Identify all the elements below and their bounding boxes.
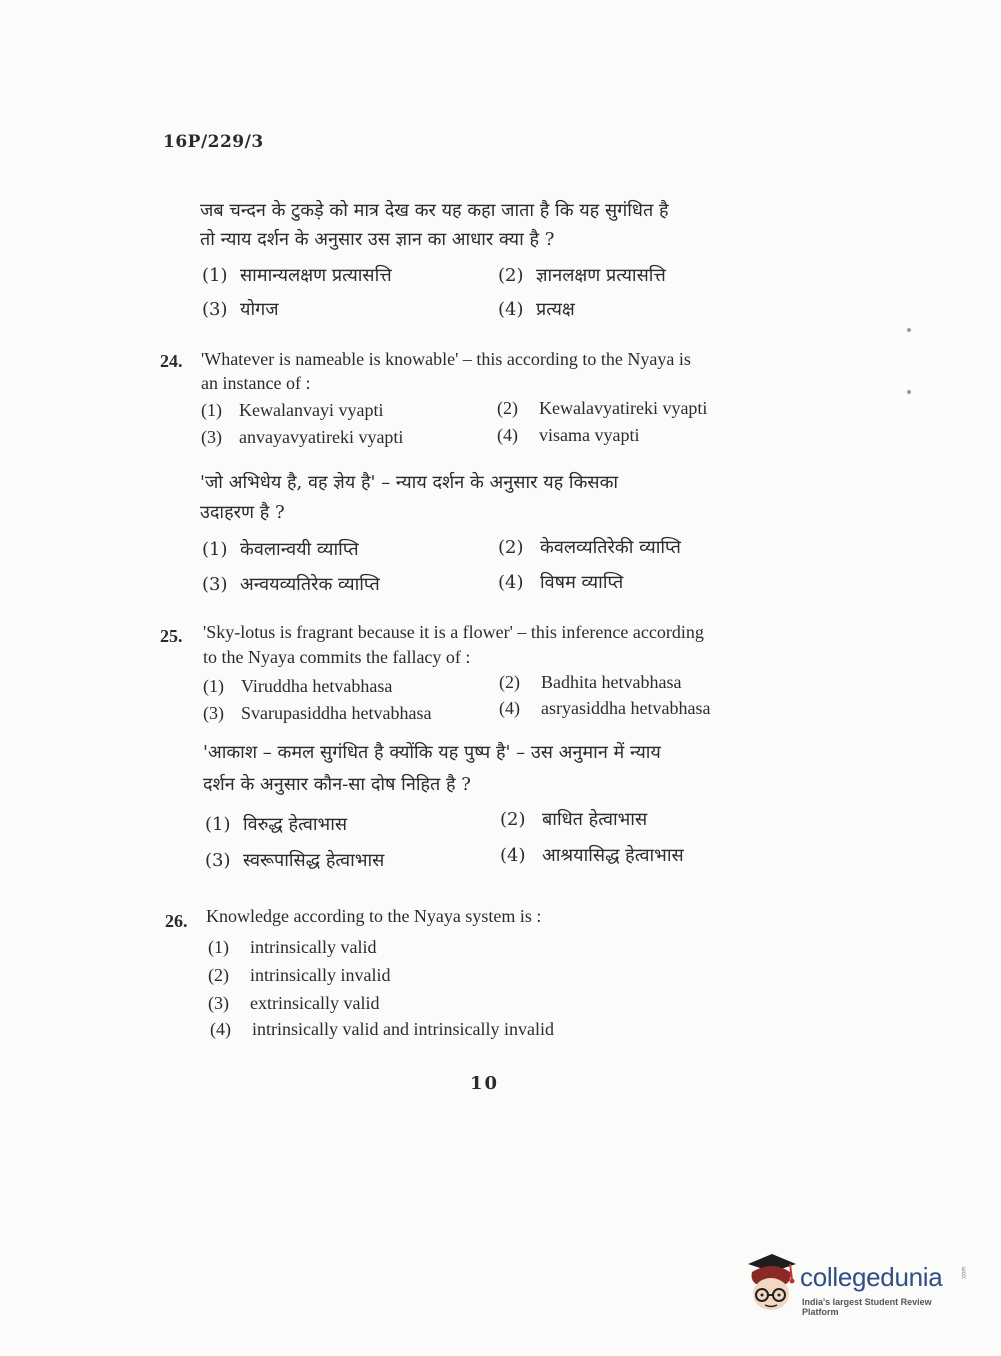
q23-hindi-line-2: तो न्याय दर्शन के अनुसार उस ज्ञान का आधार क्या है ? [200, 229, 555, 250]
q24-hindi-line-1: 'जो अभिधेय है, वह ज्ञेय है' – न्याय दर्शन के अनुसार यह किसका [200, 472, 619, 493]
mascot-icon [742, 1250, 800, 1320]
collegedunia-logo [742, 1250, 967, 1320]
q25-hi-option-4: (4) आश्रयासिद्ध हेत्वाभास [500, 845, 684, 866]
q23-option-3: (3) योगज [202, 299, 279, 320]
q26-option-1: (1) intrinsically valid [208, 937, 377, 957]
q25-en-option-2: (2) Badhita hetvabhasa [499, 672, 682, 692]
q25-english-line-2: to the Nyaya commits the fallacy of : [203, 647, 471, 667]
page-number: 10 [470, 1073, 500, 1094]
q23-hindi-line-1: जब चन्दन के टुकड़े को मात्र देख कर यह कहा जाता है कि यह सुगंधित है [200, 200, 669, 221]
q26-option-3: (3) extrinsically valid [208, 993, 380, 1013]
q25-hindi-line-1: 'आकाश – कमल सुगंधित है क्योंकि यह पुष्प है' – उस अनुमान में न्याय [203, 742, 661, 763]
q26-option-4: (4) intrinsically valid and intrinsically invalid [210, 1019, 554, 1039]
q23-option-1: (1) सामान्यलक्षण प्रत्यासत्ति [202, 265, 392, 286]
paper-code: 16P/229/3 [163, 132, 264, 152]
q24-english-line-1: 'Whatever is nameable is knowable' – this according to the Nyaya is [201, 349, 691, 369]
q25-number: 25. [160, 626, 183, 646]
q25-hi-option-3: (3) स्वरूपासिद्ध हेत्वाभास [205, 850, 385, 871]
q24-hi-option-2: (2) केवलव्यतिरेकी व्याप्ति [498, 537, 681, 558]
logo-tagline: India's largest Student Review Platform [802, 1297, 932, 1317]
q25-en-option-4: (4) asryasiddha hetvabhasa [499, 698, 711, 718]
q25-english-line-1: 'Sky-lotus is fragrant because it is a flower' – this inference according [203, 622, 704, 642]
logo-wordmark: collegedunia [800, 1262, 943, 1292]
q26-option-2: (2) intrinsically invalid [208, 965, 391, 985]
q24-hi-option-1: (1) केवलान्वयी व्याप्ति [202, 539, 359, 560]
q25-hindi-line-2: दर्शन के अनुसार कौन-सा दोष निहित है ? [203, 774, 471, 795]
q24-hi-option-3: (3) अन्वयव्यतिरेक व्याप्ति [202, 574, 380, 595]
q25-hi-option-1: (1) विरुद्ध हेत्वाभास [205, 814, 348, 835]
q24-hindi-line-2: उदाहरण है ? [200, 502, 285, 523]
q25-hi-option-2: (2) बाधित हेत्वाभास [500, 809, 648, 830]
q24-number: 24. [160, 351, 183, 371]
q24-english-line-2: an instance of : [201, 373, 311, 393]
q26-english-line-1: Knowledge according to the Nyaya system is : [206, 906, 542, 926]
q24-en-option-1: (1) Kewalanvayi vyapti [201, 400, 384, 420]
scan-speck [907, 328, 911, 332]
q24-en-option-3: (3) anvayavyatireki vyapti [201, 427, 404, 447]
q25-en-option-3: (3) Svarupasiddha hetvabhasa [203, 703, 432, 723]
q23-option-4: (4) प्रत्यक्ष [498, 299, 575, 320]
q24-hi-option-4: (4) विषम व्याप्ति [498, 572, 624, 593]
q24-en-option-4: (4) visama vyapti [497, 425, 640, 445]
q26-number: 26. [165, 911, 188, 931]
q25-en-option-1: (1) Viruddha hetvabhasa [203, 676, 393, 696]
logo-dotcom: .com [961, 1266, 968, 1280]
q23-option-2: (2) ज्ञानलक्षण प्रत्यासत्ति [498, 265, 666, 286]
scan-speck [907, 390, 911, 394]
q24-en-option-2: (2) Kewalavyatireki vyapti [497, 398, 708, 418]
